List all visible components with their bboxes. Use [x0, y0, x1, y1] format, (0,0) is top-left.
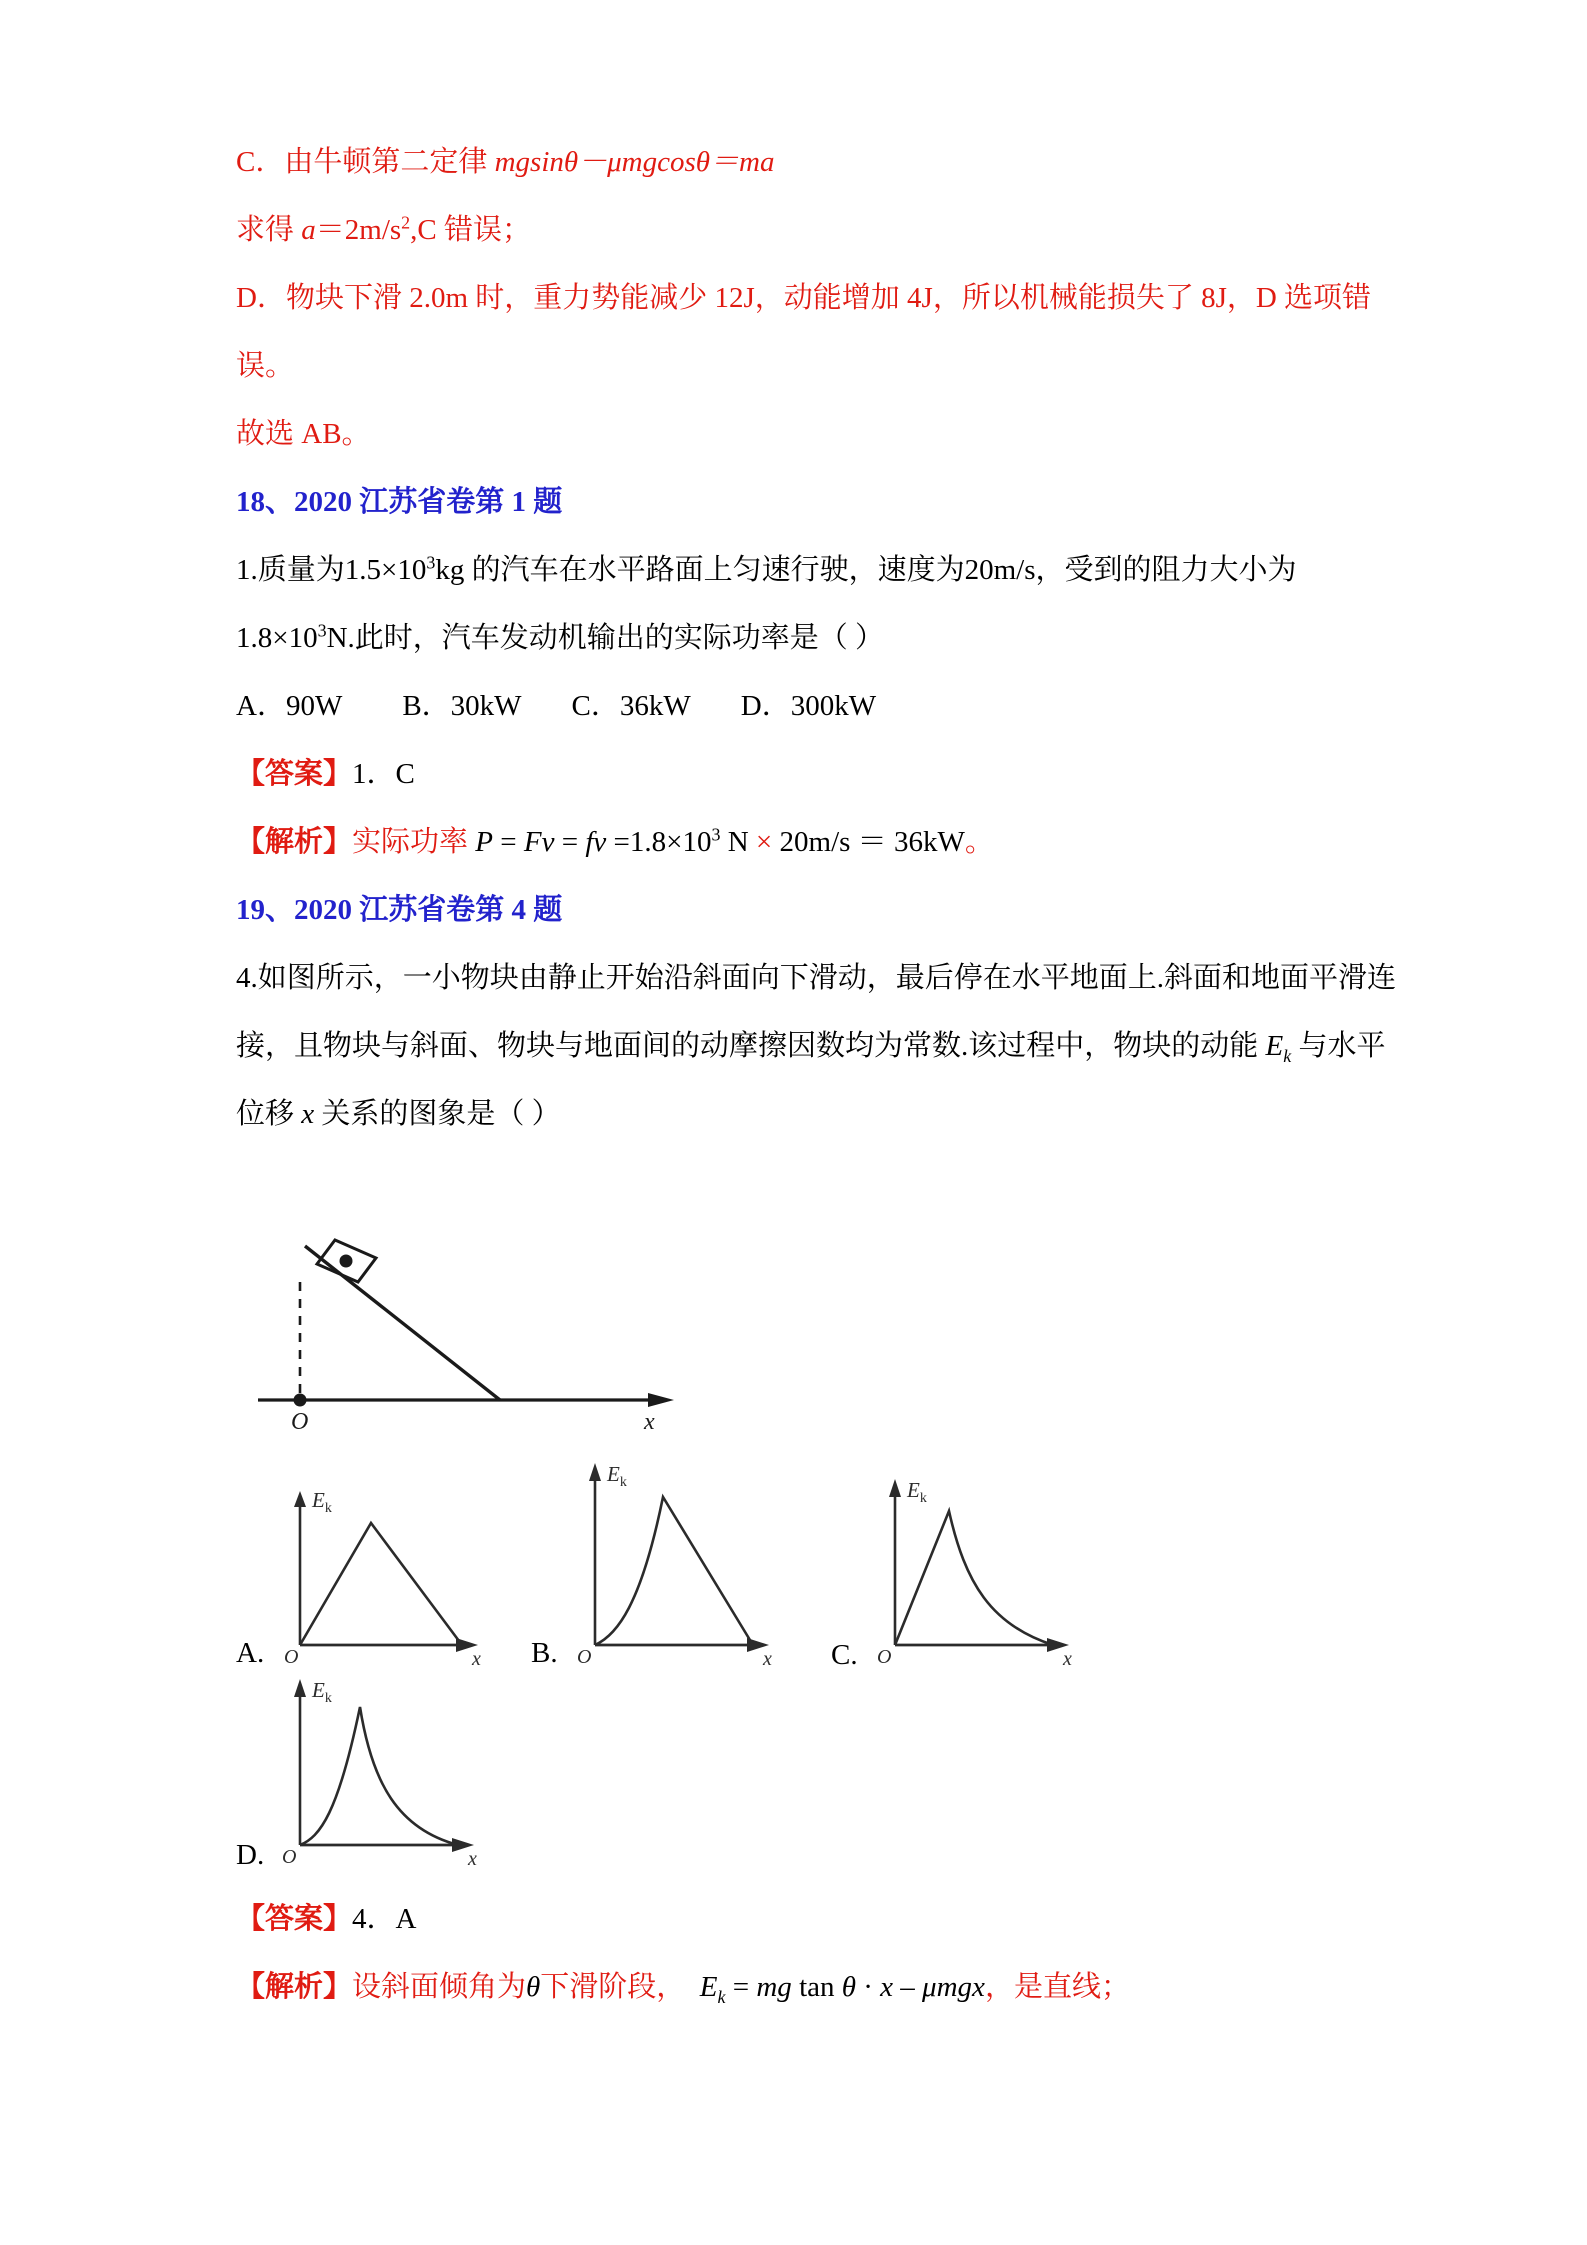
analysis-eq4: ＝ [850, 826, 894, 858]
graph-c-origin: O [877, 1646, 892, 1668]
graph-c-xlabel: x [1063, 1648, 1072, 1670]
result-exponent: 2 [401, 212, 411, 233]
result-tail: ,C 错误； [410, 214, 531, 246]
document-body [236, 0, 1397, 1148]
graph-a-origin: O [284, 1646, 299, 1668]
q19-Ek-sub: k [1283, 1045, 1292, 1066]
option-c-formula: mgsinθ－μmgcosθ＝ma [494, 146, 775, 178]
heading-18-rest: 江苏省卷第 1 题 [352, 486, 563, 518]
solution-conclusion: 故选 AB。 [236, 418, 371, 450]
q19-Ek-var: E [1265, 1030, 1284, 1062]
analysis-19-b: 下滑阶段， [540, 1971, 700, 2003]
q18-l2-c: .此时，汽车发动机输出的实际功率是（ ） [347, 622, 885, 654]
solution-option-c-result [236, 196, 1366, 264]
origin-dot [294, 1394, 307, 1407]
analysis-P: P [475, 826, 493, 858]
graph-d-xlabel: x [468, 1848, 477, 1870]
analysis-v: 20m/s [779, 826, 851, 858]
q18-l1-f: ，受到的阻力大小为 [1035, 554, 1297, 586]
analysis-19-mgx: mgx [936, 1971, 985, 2003]
x-axis-arrowhead [648, 1393, 674, 1407]
q18-l2-b: N [326, 622, 348, 654]
analysis-label-18: 【解析】 [236, 826, 353, 858]
graph-option-d[interactable] [236, 1673, 576, 1893]
question-19-line3 [236, 1080, 1366, 1148]
q18-option-d[interactable]: D．300kW [740, 690, 877, 722]
graph-b-xlabel: x [763, 1648, 772, 1670]
graph-b-origin: O [577, 1646, 592, 1668]
q18-option-b[interactable]: B．30kW [402, 690, 522, 722]
analysis-19-mu: μ [922, 1971, 937, 2003]
analysis-times: × [748, 826, 780, 858]
incline-line [305, 1246, 500, 1400]
q18-l1-b: 1.5×10 [344, 554, 427, 586]
analysis-eq3: =1.8×10 [606, 826, 712, 858]
graph-c-letter: C. [831, 1639, 858, 1671]
graph-a-ylabel: $E_k$ [312, 1488, 332, 1516]
analysis-19-tan: tan [791, 1971, 842, 2003]
block-center-dot [340, 1255, 353, 1268]
question-18-answer [236, 740, 1366, 808]
solution-option-d: D．物块下滑 2.0m 时，重力势能减少 12J，动能增加 4J，所以机械能损失了 8J，D 选项错 [236, 282, 1372, 314]
analysis-fv: fv [585, 826, 607, 858]
graph-d-ylabel: $E_k$ [312, 1678, 332, 1706]
inclined-plane-figure [250, 1222, 680, 1437]
graph-b-svg [571, 1455, 871, 1685]
q18-l1-c: kg [435, 554, 465, 586]
graph-d-letter: D. [236, 1839, 265, 1871]
graph-b-yaxis-arrow [589, 1463, 601, 1481]
heading-19-number: 19、 [236, 894, 295, 926]
result-variable: a [301, 214, 316, 246]
result-prefix: 求得 [236, 214, 302, 246]
option-c-prefix: C．由牛顿第二定律 [236, 146, 495, 178]
question-18-line2 [236, 604, 1366, 672]
analysis-19-x: x [880, 1971, 894, 2003]
answer-label-19: 【答案】 [236, 1903, 353, 1935]
question-19-analysis [236, 1953, 1436, 2021]
heading-18-year: 2020 [294, 486, 353, 518]
heading-18-number: 18、 [236, 486, 295, 518]
graph-a-curve [300, 1523, 462, 1645]
q18-l1-exp: 3 [426, 552, 436, 573]
analysis-exp: 3 [711, 824, 721, 845]
analysis-label-19: 【解析】 [236, 1971, 353, 2003]
question-19-answer [236, 1885, 1436, 1953]
answer-value-18: 1．C [352, 758, 415, 790]
analysis-eq1: = [493, 826, 524, 858]
graph-b-curve [595, 1497, 753, 1645]
heading-19-year: 2020 [294, 894, 353, 926]
q18-l1-d: 的汽车在水平路面上匀速行驶，速度为 [464, 554, 965, 586]
graph-a-xlabel: x [472, 1648, 481, 1670]
q18-l1-a: 1.质量为 [236, 554, 345, 586]
analysis-19-E: E [699, 1971, 718, 2003]
analysis-19-dot: · [856, 1971, 881, 2003]
q18-l2-a: 1.8×10 [236, 622, 318, 654]
analysis-19-theta: θ [526, 1971, 541, 2003]
q19-l2-a: 接，且物块与斜面、物块与地面间的动摩擦因数均为常数.该过程中，物块的动能 [236, 1030, 1266, 1062]
heading-19-rest: 江苏省卷第 4 题 [352, 894, 563, 926]
inclined-plane-svg [250, 1222, 680, 1437]
graph-b-ylabel: $E_k$ [607, 1462, 627, 1490]
question-18-line1 [236, 536, 1366, 604]
question-18-options [236, 672, 1366, 740]
graph-d-origin: O [282, 1846, 297, 1868]
solution-option-d-cont: 误。 [236, 350, 295, 382]
analysis-Fv: Fv [523, 826, 555, 858]
q18-l1-e: 20m/s [964, 554, 1036, 586]
question-19-line1: 4.如图所示，一小物块由静止开始沿斜面向下滑动，最后停在水平地面上.斜面和地面平滑连 [236, 962, 1397, 994]
q18-l2-exp: 3 [317, 620, 327, 641]
analysis-19-theta2: θ [841, 1971, 856, 2003]
graph-c-curve [895, 1511, 1053, 1645]
origin-label: O [291, 1409, 309, 1435]
q18-option-a[interactable]: A．90W [236, 690, 343, 722]
question-19-line2 [236, 1012, 1386, 1080]
analysis-19-c: ，是直线； [984, 1971, 1130, 2003]
question-18-analysis [236, 808, 1366, 876]
graph-d-yaxis-arrow [294, 1679, 306, 1697]
answer-graphs-row-1 [236, 1455, 1376, 1685]
graph-c-yaxis-arrow [889, 1479, 901, 1497]
graph-d-svg [276, 1673, 576, 1888]
graph-c-ylabel: $E_k$ [907, 1478, 927, 1506]
graph-a-letter: A. [236, 1637, 265, 1669]
graph-a-yaxis-arrow [294, 1491, 306, 1507]
analysis-eq2: = [554, 826, 586, 858]
graph-b-letter: B. [531, 1637, 558, 1669]
analysis-19-mg: mg [756, 1971, 792, 2003]
analysis-19-Esub: k [717, 1986, 726, 2007]
answer-label-18: 【答案】 [236, 758, 353, 790]
analysis-19-eq: = [725, 1971, 757, 2003]
q19-l3-b: 关系的图象是（ ） [314, 1098, 561, 1130]
analysis-19-minus: – [893, 1971, 923, 2003]
q19-l2-b: 与水平 [1291, 1030, 1386, 1062]
q19-l3-a: 位移 [236, 1098, 302, 1130]
analysis-result: 36kW [893, 826, 965, 858]
q18-option-c[interactable]: C．36kW [571, 690, 691, 722]
answer-value-19: 4．A [352, 1903, 417, 1935]
x-axis-label: x [644, 1409, 655, 1435]
section-heading-19 [236, 876, 1366, 944]
question-19-tail [236, 1885, 1436, 2021]
analysis-end: 。 [964, 826, 994, 858]
q19-x-var: x [301, 1098, 315, 1130]
analysis-N: N [720, 826, 749, 858]
analysis-text-18: 实际功率 [352, 826, 476, 858]
answer-graphs-row-2 [236, 1655, 1376, 1885]
graph-d-curve [300, 1707, 458, 1845]
section-heading-18 [236, 468, 1366, 536]
analysis-19-a: 设斜面倾角为 [352, 1971, 527, 2003]
solution-option-c [236, 128, 1366, 196]
result-value: ＝2m/s [315, 214, 402, 246]
